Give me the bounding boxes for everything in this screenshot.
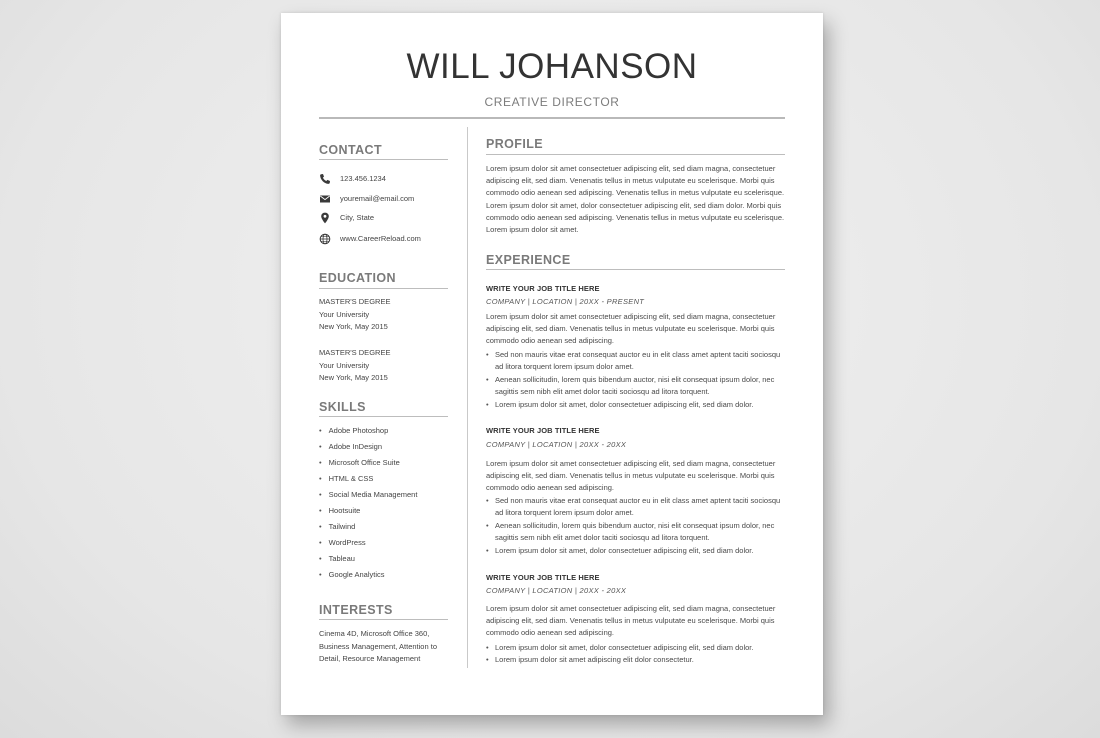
interests-divider: [319, 619, 448, 620]
education-school: Your University: [319, 309, 370, 319]
contact-location: [319, 210, 374, 224]
skill-item: • Tableau: [319, 551, 417, 567]
map-pin-icon: [319, 211, 331, 223]
job-bullets: [486, 642, 785, 667]
education-degree: MASTER'S DEGREE: [319, 348, 391, 357]
skill-item: • WordPress: [319, 535, 417, 551]
contact-location-text: City, State: [340, 212, 375, 222]
skill-item: • HTML & CSS: [319, 471, 417, 487]
column-divider: [467, 127, 468, 668]
contact-website: [319, 231, 421, 245]
education-school: Your University: [319, 360, 370, 370]
header-divider: [319, 117, 785, 119]
job-title: WRITE YOUR JOB TITLE HERE: [486, 573, 600, 582]
experience-divider: [486, 269, 785, 270]
envelope-icon: [319, 192, 331, 204]
education-place-date: New York, May 2015: [319, 322, 388, 332]
contact-heading: CONTACT: [319, 143, 382, 157]
job-bullet: • Aenean sollicitudin, lorem quis bibendum auctor, nisi elit consequat ipsum dolor, nec sagittis sem nibh elit amet dolor taciti sociosqu ad litora torquent.: [486, 374, 785, 399]
skill-item: • Microsoft Office Suite: [319, 455, 417, 471]
profile-divider: [486, 154, 785, 155]
job-bullets: [486, 349, 785, 411]
contact-divider: [319, 159, 448, 160]
job-summary: Lorem ipsum dolor sit amet consectetuer adipiscing elit, sed diam magna, consectetuer adipiscing elit, sed diam. Venenatis tellus in metus vulputate eu scelerisque. Morbi quis commodo odio aenean sed adipiscing.: [486, 459, 776, 493]
skill-item: • Adobe InDesign: [319, 439, 417, 455]
job-meta: COMPANY | LOCATION | 20XX - 20XX: [486, 440, 627, 449]
education-entry: [319, 296, 390, 334]
skill-item: • Google Analytics: [319, 567, 417, 583]
skills-heading: SKILLS: [319, 400, 366, 414]
contact-email: [319, 191, 414, 205]
contact-phone-text: 123.456.1234: [340, 173, 386, 183]
job-bullet: • Sed non mauris vitae erat consequat auctor eu in elit class amet aptent taciti sociosqu ad litora torquent lorem ipsum dolor amet.: [486, 495, 785, 520]
resume-page: [281, 13, 823, 715]
contact-website-text[interactable]: www.CareerReload.com: [340, 233, 421, 243]
job-summary: Lorem ipsum dolor sit amet consectetuer adipiscing elit, sed diam magna, consectetuer adipiscing elit, sed diam. Venenatis tellus in metus vulputate eu scelerisque. Morbi quis commodo odio aenean sed adipiscing.: [486, 604, 776, 638]
skill-item: • Tailwind: [319, 519, 417, 535]
candidate-role: CREATIVE DIRECTOR: [484, 95, 620, 109]
job-bullet: • Lorem ipsum dolor sit amet adipiscing elit dolor consectetur.: [486, 654, 785, 666]
education-divider: [319, 288, 448, 289]
job-bullet: • Lorem ipsum dolor sit amet, dolor consectetuer adipiscing elit, sed diam dolor.: [486, 642, 785, 654]
candidate-name: WILL JOHANSON: [406, 47, 698, 86]
profile-text: Lorem ipsum dolor sit amet consectetuer adipiscing elit, sed diam magna, consectetuer adipiscing elit, sed diam. Venenatis tellus in metus vulputate eu scelerisque. Morbi quis commodo odio aenean sed adipiscing. Venenatis tellus in metus vulputate eu scelerisque. Lorem ipsum dolor sit amet, dolor consectetuer adipiscing elit, sed diam dolor. Morbi quis commodo odio aenean sed adipiscing. Venenatis tellus in metus vulputate eu scelerisque. Lorem ipsum dolor sit amet.: [486, 164, 785, 235]
job-bullet: • Sed non mauris vitae erat consequat auctor eu in elit class amet aptent taciti sociosqu ad litora torquent lorem ipsum dolor amet.: [486, 349, 785, 374]
interests-heading: INTERESTS: [319, 603, 393, 617]
job-title: WRITE YOUR JOB TITLE HERE: [486, 426, 600, 435]
education-place-date: New York, May 2015: [319, 373, 388, 383]
skills-list: [319, 423, 417, 583]
job-bullet: • Aenean sollicitudin, lorem quis bibendum auctor, nisi elit consequat ipsum dolor, nec sagittis sem nibh elit amet dolor taciti sociosqu ad litora torquent.: [486, 520, 785, 545]
globe-icon: [319, 232, 331, 244]
education-heading: EDUCATION: [319, 271, 396, 285]
skill-item: • Social Media Management: [319, 487, 417, 503]
interests-text: Cinema 4D, Microsoft Office 360, Business Management, Attention to Detail, Resource Management: [319, 629, 437, 663]
contact-email-text[interactable]: youremail@email.com: [340, 193, 415, 203]
education-degree: MASTER'S DEGREE: [319, 297, 391, 306]
skills-divider: [319, 416, 448, 417]
job-bullets: [486, 495, 785, 557]
job-summary: Lorem ipsum dolor sit amet consectetuer adipiscing elit, sed diam magna, consectetuer adipiscing elit, sed diam. Venenatis tellus in metus vulputate eu scelerisque. Morbi quis commodo odio aenean sed adipiscing.: [486, 312, 776, 346]
job-bullet: • Lorem ipsum dolor sit amet, dolor consectetuer adipiscing elit, sed diam dolor.: [486, 545, 785, 557]
skill-item: • Hootsuite: [319, 503, 417, 519]
phone-icon: [319, 172, 331, 184]
contact-phone: [319, 171, 386, 185]
profile-heading: PROFILE: [486, 137, 543, 151]
job-meta: COMPANY | LOCATION | 20XX - PRESENT: [486, 297, 645, 306]
education-entry: [319, 347, 390, 385]
job-title: WRITE YOUR JOB TITLE HERE: [486, 284, 600, 293]
experience-heading: EXPERIENCE: [486, 253, 571, 267]
job-bullet: • Lorem ipsum dolor sit amet, dolor consectetuer adipiscing elit, sed diam dolor.: [486, 399, 785, 411]
job-meta: COMPANY | LOCATION | 20XX - 20XX: [486, 586, 627, 595]
skill-item: • Adobe Photoshop: [319, 423, 417, 439]
